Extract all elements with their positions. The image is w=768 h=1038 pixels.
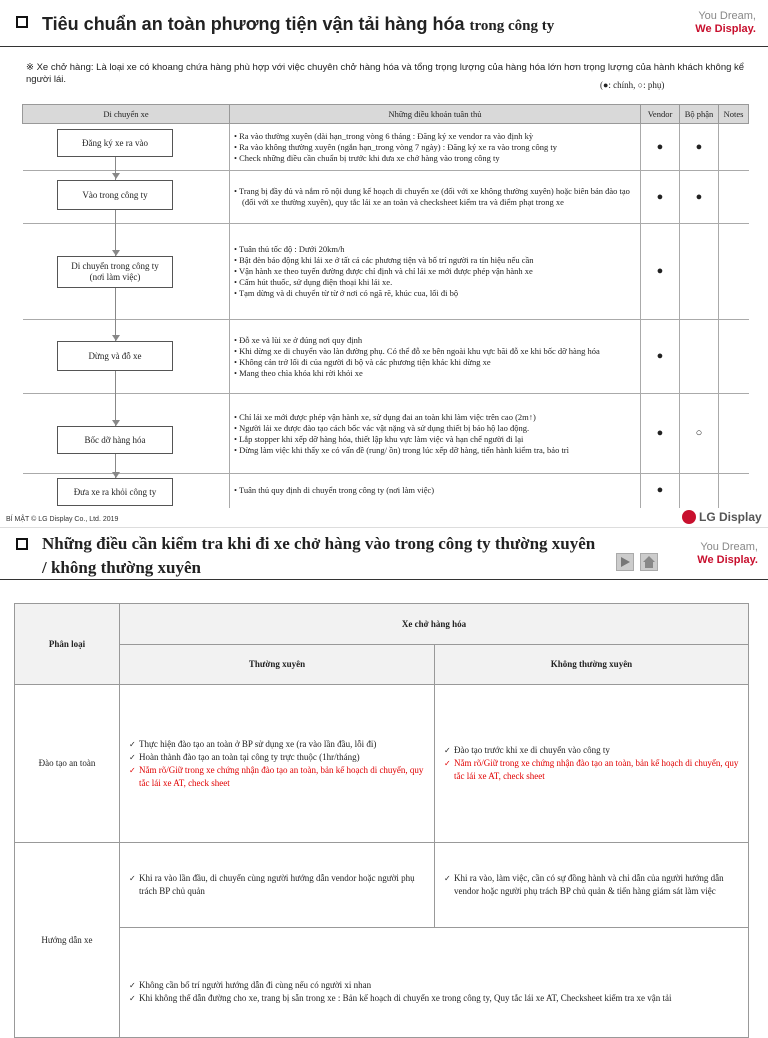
play-icon <box>617 554 633 570</box>
play-button[interactable] <box>616 553 634 571</box>
flow-step-enter: Vào trong công ty <box>57 180 173 210</box>
list-item: ✓ Khi không thể dẫn đường cho xe, trang bị sẵn trong xe : Bản kế hoạch di chuyển xe trong công ty, Quy tắc lái xe AT, Checksheet kiểm tra xe vận tải <box>125 992 739 1005</box>
home-button[interactable] <box>640 553 658 571</box>
checkbox-bullet-icon <box>16 16 28 28</box>
notes-cell <box>719 171 749 224</box>
list-item: ✓ Hoàn thành đào tạo an toàn tại công ty trực thuộc (1hr/tháng) <box>125 751 425 764</box>
list-item: • Tuân thủ tốc độ : Dưới 20km/h <box>234 244 636 255</box>
list-item: • Tuân thủ quy định di chuyển trong công ty (nơi làm việc) <box>234 485 636 496</box>
slide2-title-text: Những điều cần kiểm tra khi đi xe chở hàng vào trong công ty thường xuyên / không thường xuyên <box>42 534 596 577</box>
flow-step-move: Di chuyển trong công ty (nơi làm việc) <box>57 256 173 288</box>
list-item: ✓ Nắm rõ/Giữ trong xe chứng nhận đào tạo an toàn, bản kế hoạch di chuyển, quy tắc lái xe AT, check sheet <box>440 757 739 783</box>
slide2-title <box>16 532 596 580</box>
brand-slogan <box>695 10 756 36</box>
flow-step-exit: Đưa xe ra khỏi công ty <box>57 478 173 506</box>
col-header-dept: Bộ phận <box>680 105 719 124</box>
slide-separator <box>0 527 768 528</box>
dept-mark <box>680 224 719 320</box>
list-item: • Check những điều cần chuẩn bị trước khi đưa xe chở hàng vào trong công ty <box>234 153 636 164</box>
dept-mark: ○ <box>680 394 719 474</box>
list-item: • Bật đèn báo động khi lái xe ở tất cả các phương tiện và bố trí người ra tín hiệu nếu cần <box>234 255 636 266</box>
slide1-title-main: Tiêu chuẩn an toàn phương tiện vận tải hàng hóa <box>42 14 465 34</box>
header-regular: Thường xuyên <box>120 645 435 685</box>
marker-legend: (●: chính, ○: phụ) <box>600 80 665 90</box>
logo-text: LG Display <box>699 510 762 524</box>
table-row <box>15 843 749 928</box>
flow-step-park: Dừng và đỗ xe <box>57 341 173 371</box>
list-item: • Đỗ xe và lùi xe ở đúng nơi quy định <box>234 335 636 346</box>
brand-line2: We Display. <box>697 554 758 566</box>
list-item: • Dừng làm việc khi thấy xe có vấn đề (rung/ ồn) trong lúc xếp dỡ hàng, tiến hành kiểm tra, bảo trì <box>234 445 636 456</box>
lg-display-logo <box>682 510 762 524</box>
notes-cell <box>719 320 749 394</box>
list-item: • Chỉ lái xe mới được phép vận hành xe, sử dụng đai an toàn khi làm việc trên cao (2m↑) <box>234 412 636 423</box>
list-item: ✓ Không cần bố trí người hướng dẫn đi cùng nếu có người xi nhan <box>125 979 739 992</box>
list-item: • Mang theo chìa khóa khi rời khỏi xe <box>234 368 636 379</box>
list-item: ✓ Nắm rõ/Giữ trong xe chứng nhận đào tạo an toàn, bản kế hoạch di chuyển, quy tắc lái xe AT, check sheet <box>125 764 425 790</box>
checkbox-bullet-icon <box>16 538 28 550</box>
list-item: • Khi dừng xe di chuyển vào làn đường phụ. Có thể đỗ xe bên ngoài khu vực bãi đỗ xe khi bốc dỡ hàng hóa <box>234 346 636 357</box>
vendor-mark: ● <box>641 474 680 508</box>
arrow-down-icon <box>112 173 120 179</box>
col-header-movement: Di chuyển xe <box>23 105 230 124</box>
lg-logo-icon <box>682 510 696 524</box>
list-item: • Vận hành xe theo tuyến đường được chỉ định và chỉ lái xe mới được phép vận hành xe <box>234 266 636 277</box>
vendor-mark: ● <box>641 394 680 474</box>
flow-step-load: Bốc dỡ hàng hóa <box>57 426 173 454</box>
row-label-training: Đào tạo an toàn <box>15 685 120 843</box>
notes-cell <box>719 394 749 474</box>
list-item: • Người lái xe được đào tạo cách bốc vác vật nặng và sử dụng thiết bị bảo hộ lao động. <box>234 423 636 434</box>
col-header-terms: Những điều khoản tuân thủ <box>230 105 641 124</box>
col-header-notes: Notes <box>719 105 749 124</box>
header-cargo-vehicle: Xe chở hàng hóa <box>120 604 749 645</box>
dept-mark <box>680 320 719 394</box>
brand-line1: You Dream, <box>700 541 758 553</box>
vendor-mark: ● <box>641 320 680 394</box>
header-category: Phân loại <box>15 604 120 685</box>
table-row <box>15 928 749 1038</box>
list-item: • Ra vào không thường xuyên (ngắn hạn_trong vòng 7 ngày) : Đăng ký xe ra vào trong công ty <box>234 142 636 153</box>
dept-mark: ● <box>680 124 719 171</box>
list-item: ✓ Khi ra vào, làm việc, cần có sự đồng hành và chỉ dẫn của người hướng dẫn vendor hoặc người phụ trách BP chủ quản & tiến hàng giám sát làm việc <box>440 872 739 898</box>
title-divider <box>0 46 768 47</box>
home-icon <box>641 554 657 570</box>
list-item: • Không cản trở lối đi của người đi bộ và các phương tiện khác khi dừng xe <box>234 357 636 368</box>
vehicle-definition-note: ※ Xe chở hàng: Là loại xe có khoang chứa hàng phù hợp với việc chuyên chở hàng hóa và tổng trọng lượng của hàng hóa lớn hơn trọng lượng của hành khách không kể người lái. <box>26 62 745 85</box>
list-item: • Ra vào thường xuyên (dài hạn_trong vòng 6 tháng : Đăng ký xe vendor ra vào định kỳ <box>234 131 636 142</box>
brand-line1: You Dream, <box>698 10 756 22</box>
vendor-mark: ● <box>641 171 680 224</box>
title-divider-2 <box>0 579 768 580</box>
list-item: • Trang bị đầy đủ và nắm rõ nội dung kế hoạch di chuyển xe (đối với xe không thường xuyên) hoặc biên bản đào tạo (đối với xe thường xuyên), quy tắc lái xe an toàn và checksheet kiểm tra và điểm phạt trong xe <box>234 186 636 208</box>
table-row <box>15 685 749 843</box>
list-item: • Cấm hút thuốc, sử dụng điện thoại khi lái xe. <box>234 277 636 288</box>
row-label-guide: Hướng dẫn xe <box>15 843 120 1038</box>
notes-cell <box>719 124 749 171</box>
col-header-vendor: Vendor <box>641 105 680 124</box>
list-item: • Tạm dừng và di chuyển từ từ ở nơi có ngã rẽ, khúc cua, lối đi bộ <box>234 288 636 299</box>
dept-mark <box>680 474 719 508</box>
check-table <box>14 603 749 1038</box>
slide1-title-tail: trong công ty <box>469 18 555 34</box>
header-irregular: Không thường xuyên <box>435 645 749 685</box>
notes-cell <box>719 224 749 320</box>
notes-cell <box>719 474 749 508</box>
list-item: ✓ Thực hiện đào tạo an toàn ở BP sử dụng xe (ra vào lần đầu, lỗi đi) <box>125 738 425 751</box>
vendor-mark: ● <box>641 124 680 171</box>
flow-step-register: Đăng ký xe ra vào <box>57 129 173 157</box>
list-item: ✓ Khi ra vào lần đầu, di chuyển cùng người hướng dẫn vendor hoặc người phụ trách BP chủ quản <box>125 872 425 898</box>
list-item: • Lắp stopper khi xếp dỡ hàng hóa, thiết lập khu vực làm việc và hạn chế người đi lại <box>234 434 636 445</box>
vendor-mark: ● <box>641 224 680 320</box>
confidential-footer: BÍ MẬT © LG Display Co., Ltd. 2019 <box>6 516 119 523</box>
brand-slogan-2 <box>697 541 758 567</box>
list-item: ✓ Đào tạo trước khi xe di chuyển vào công ty <box>440 744 739 757</box>
brand-line2: We Display. <box>695 23 756 35</box>
dept-mark: ● <box>680 171 719 224</box>
